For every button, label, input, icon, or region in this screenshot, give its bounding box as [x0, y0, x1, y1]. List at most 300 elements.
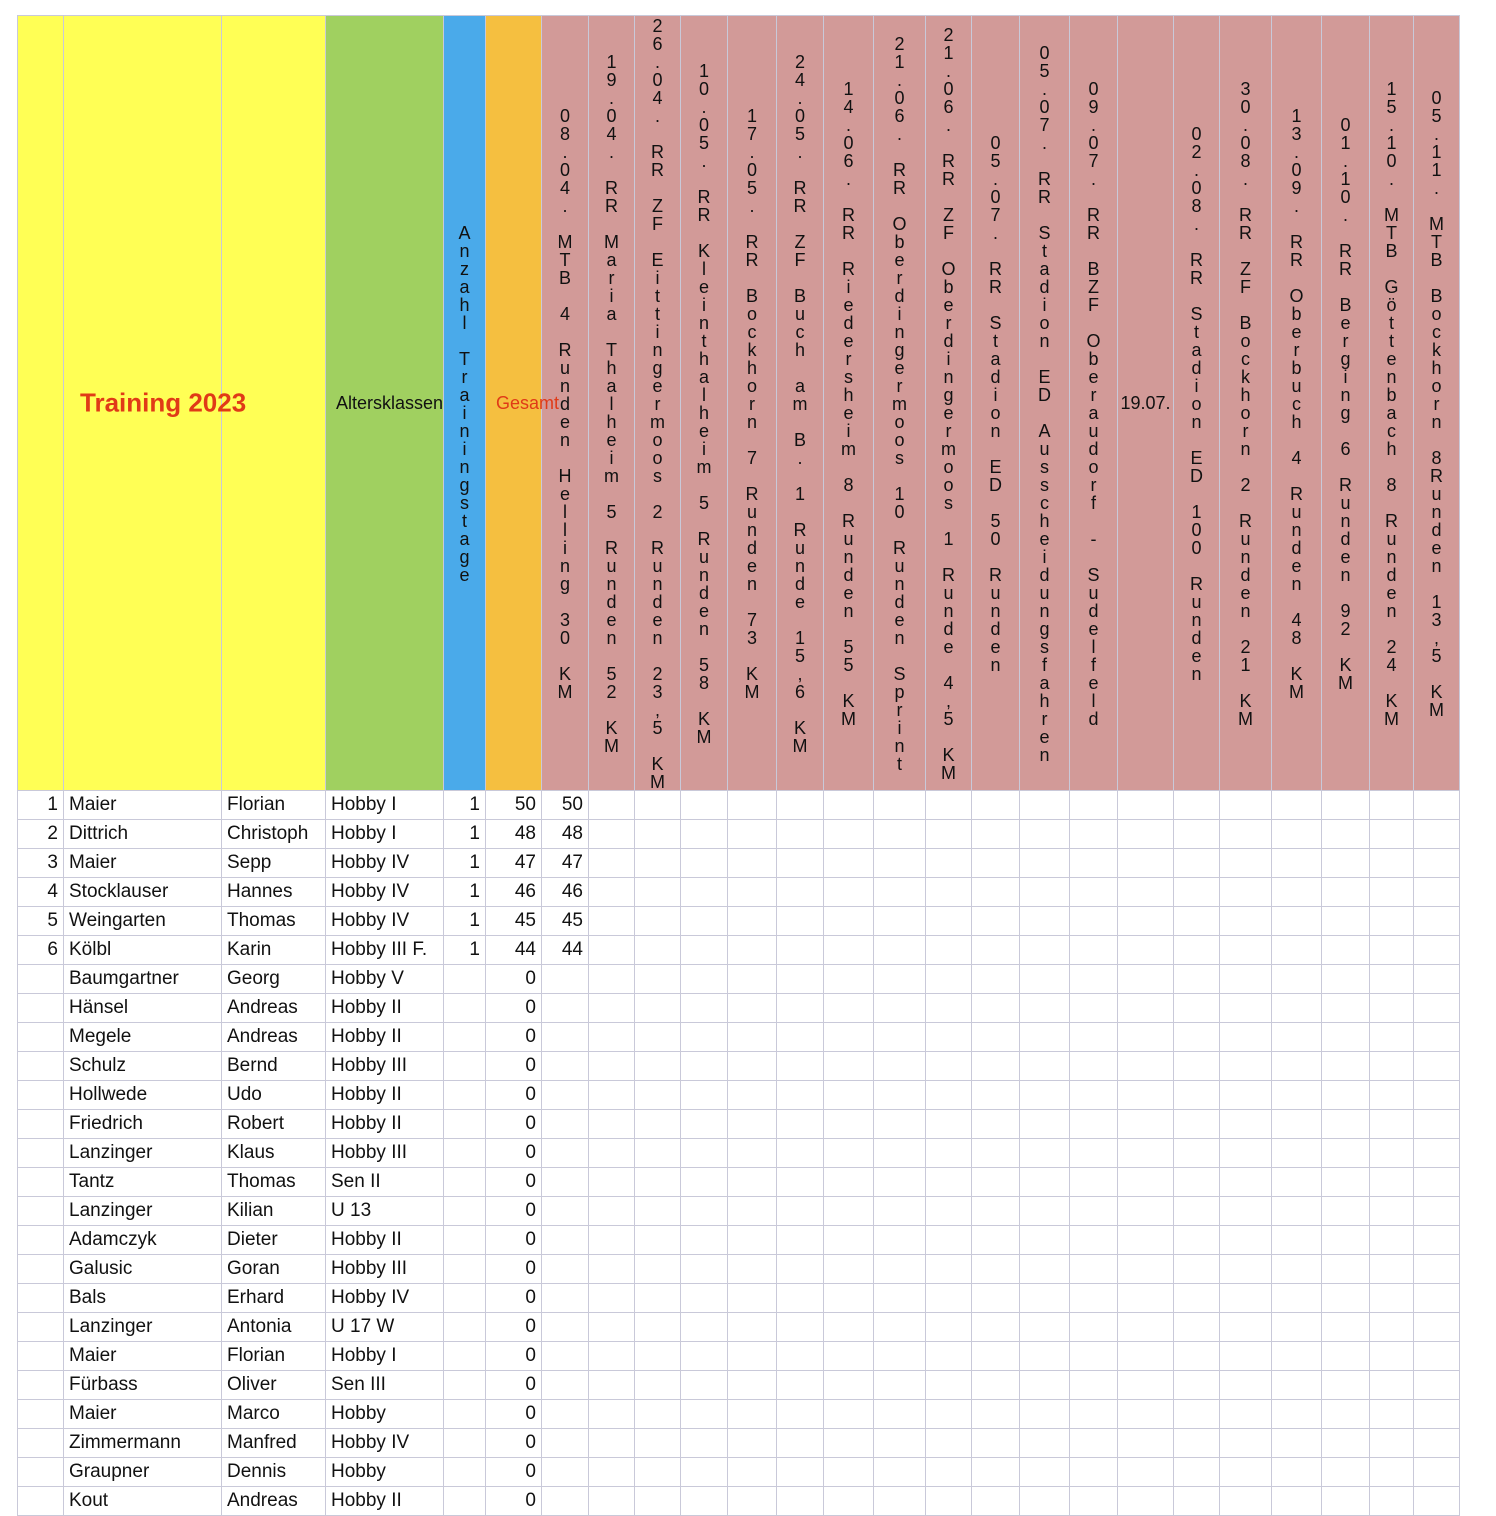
gesamt-cell[interactable]: 0	[486, 1458, 542, 1487]
empty-cell[interactable]	[1220, 1226, 1272, 1255]
first-name-cell[interactable]: Klaus	[222, 1139, 326, 1168]
empty-cell[interactable]	[635, 1197, 681, 1226]
empty-cell[interactable]	[728, 1400, 777, 1429]
empty-cell[interactable]	[635, 1458, 681, 1487]
empty-cell[interactable]	[1020, 1023, 1070, 1052]
empty-cell[interactable]	[926, 994, 972, 1023]
first-name-cell[interactable]: Andreas	[222, 1487, 326, 1516]
empty-cell[interactable]	[1118, 1052, 1174, 1081]
last-name-cell[interactable]: Lanzinger	[64, 1139, 222, 1168]
empty-cell[interactable]	[1020, 820, 1070, 849]
empty-cell[interactable]	[1370, 994, 1414, 1023]
first-name-cell[interactable]: Erhard	[222, 1284, 326, 1313]
anzahl-cell[interactable]	[444, 1313, 486, 1342]
empty-cell[interactable]	[926, 1487, 972, 1516]
empty-cell[interactable]	[728, 1197, 777, 1226]
empty-cell[interactable]	[777, 1255, 824, 1284]
empty-cell[interactable]	[635, 1313, 681, 1342]
empty-cell[interactable]	[1220, 1342, 1272, 1371]
empty-cell[interactable]	[1220, 1255, 1272, 1284]
empty-cell[interactable]	[681, 936, 728, 965]
empty-cell[interactable]	[1322, 1487, 1370, 1516]
anzahl-cell[interactable]	[444, 1255, 486, 1284]
event-value-cell[interactable]: 46	[542, 878, 589, 907]
empty-cell[interactable]	[1020, 1110, 1070, 1139]
empty-cell[interactable]	[1174, 1168, 1220, 1197]
gesamt-cell[interactable]: 0	[486, 1081, 542, 1110]
empty-cell[interactable]	[1272, 994, 1322, 1023]
empty-cell[interactable]	[824, 907, 874, 936]
empty-cell[interactable]	[1220, 791, 1272, 820]
empty-cell[interactable]	[635, 1255, 681, 1284]
gesamt-cell[interactable]: 0	[486, 1313, 542, 1342]
empty-cell[interactable]	[1118, 791, 1174, 820]
event-value-cell[interactable]	[542, 1458, 589, 1487]
gesamt-cell[interactable]: 0	[486, 1284, 542, 1313]
rank-cell[interactable]	[18, 1139, 64, 1168]
klasse-cell[interactable]: Hobby I	[326, 1342, 444, 1371]
empty-cell[interactable]	[1174, 1226, 1220, 1255]
rank-cell[interactable]	[18, 994, 64, 1023]
empty-cell[interactable]	[1070, 1342, 1118, 1371]
gesamt-cell[interactable]: 0	[486, 1197, 542, 1226]
empty-cell[interactable]	[1322, 1255, 1370, 1284]
last-name-cell[interactable]: Hollwede	[64, 1081, 222, 1110]
rank-cell[interactable]: 4	[18, 878, 64, 907]
klasse-cell[interactable]: U 13	[326, 1197, 444, 1226]
last-name-cell[interactable]: Maier	[64, 849, 222, 878]
empty-cell[interactable]	[874, 1284, 926, 1313]
event-value-cell[interactable]: 45	[542, 907, 589, 936]
empty-cell[interactable]	[1272, 965, 1322, 994]
first-name-cell[interactable]: Andreas	[222, 994, 326, 1023]
event-value-cell[interactable]	[542, 1371, 589, 1400]
rank-cell[interactable]: 3	[18, 849, 64, 878]
empty-cell[interactable]	[874, 1081, 926, 1110]
empty-cell[interactable]	[777, 1400, 824, 1429]
event-value-cell[interactable]	[542, 994, 589, 1023]
empty-cell[interactable]	[1370, 1226, 1414, 1255]
last-name-cell[interactable]: Megele	[64, 1023, 222, 1052]
empty-cell[interactable]	[824, 878, 874, 907]
empty-cell[interactable]	[1220, 1081, 1272, 1110]
empty-cell[interactable]	[1118, 1197, 1174, 1226]
empty-cell[interactable]	[681, 1197, 728, 1226]
empty-cell[interactable]	[777, 1284, 824, 1313]
empty-cell[interactable]	[681, 1429, 728, 1458]
last-name-cell[interactable]: Adamczyk	[64, 1226, 222, 1255]
empty-cell[interactable]	[1020, 1081, 1070, 1110]
empty-cell[interactable]	[1020, 1255, 1070, 1284]
empty-cell[interactable]	[1220, 1458, 1272, 1487]
rank-cell[interactable]	[18, 1400, 64, 1429]
first-name-cell[interactable]: Sepp	[222, 849, 326, 878]
empty-cell[interactable]	[1220, 994, 1272, 1023]
empty-cell[interactable]	[1322, 936, 1370, 965]
empty-cell[interactable]	[635, 1052, 681, 1081]
empty-cell[interactable]	[681, 965, 728, 994]
empty-cell[interactable]	[1020, 1226, 1070, 1255]
empty-cell[interactable]	[1370, 1313, 1414, 1342]
last-name-cell[interactable]: Bals	[64, 1284, 222, 1313]
empty-cell[interactable]	[824, 1400, 874, 1429]
empty-cell[interactable]	[1118, 1342, 1174, 1371]
empty-cell[interactable]	[926, 1458, 972, 1487]
empty-cell[interactable]	[1174, 878, 1220, 907]
rank-cell[interactable]	[18, 1371, 64, 1400]
empty-cell[interactable]	[728, 1371, 777, 1400]
empty-cell[interactable]	[1322, 1313, 1370, 1342]
empty-cell[interactable]	[1272, 1168, 1322, 1197]
event-value-cell[interactable]	[542, 1487, 589, 1516]
empty-cell[interactable]	[635, 1284, 681, 1313]
empty-cell[interactable]	[728, 1110, 777, 1139]
empty-cell[interactable]	[874, 791, 926, 820]
empty-cell[interactable]	[972, 1371, 1020, 1400]
gesamt-cell[interactable]: 46	[486, 878, 542, 907]
empty-cell[interactable]	[824, 1081, 874, 1110]
empty-cell[interactable]	[589, 994, 635, 1023]
empty-cell[interactable]	[728, 1052, 777, 1081]
empty-cell[interactable]	[824, 1023, 874, 1052]
empty-cell[interactable]	[681, 1487, 728, 1516]
empty-cell[interactable]	[926, 1110, 972, 1139]
empty-cell[interactable]	[1272, 907, 1322, 936]
anzahl-cell[interactable]	[444, 1400, 486, 1429]
empty-cell[interactable]	[972, 994, 1020, 1023]
empty-cell[interactable]	[1322, 1197, 1370, 1226]
first-name-cell[interactable]: Oliver	[222, 1371, 326, 1400]
empty-cell[interactable]	[1272, 1081, 1322, 1110]
klasse-cell[interactable]: Hobby	[326, 1458, 444, 1487]
empty-cell[interactable]	[1220, 1052, 1272, 1081]
empty-cell[interactable]	[972, 849, 1020, 878]
empty-cell[interactable]	[589, 1342, 635, 1371]
empty-cell[interactable]	[777, 1429, 824, 1458]
empty-cell[interactable]	[1020, 1458, 1070, 1487]
empty-cell[interactable]	[1322, 1226, 1370, 1255]
empty-cell[interactable]	[1414, 1226, 1460, 1255]
empty-cell[interactable]	[1370, 1168, 1414, 1197]
empty-cell[interactable]	[1070, 965, 1118, 994]
klasse-cell[interactable]: Sen III	[326, 1371, 444, 1400]
empty-cell[interactable]	[589, 1110, 635, 1139]
empty-cell[interactable]	[777, 1313, 824, 1342]
empty-cell[interactable]	[777, 1487, 824, 1516]
empty-cell[interactable]	[1174, 1110, 1220, 1139]
klasse-cell[interactable]: Hobby III	[326, 1255, 444, 1284]
first-name-cell[interactable]: Dennis	[222, 1458, 326, 1487]
empty-cell[interactable]	[777, 994, 824, 1023]
anzahl-cell[interactable]	[444, 1023, 486, 1052]
empty-cell[interactable]	[1174, 820, 1220, 849]
empty-cell[interactable]	[972, 936, 1020, 965]
gesamt-cell[interactable]: 0	[486, 1052, 542, 1081]
last-name-cell[interactable]: Graupner	[64, 1458, 222, 1487]
empty-cell[interactable]	[1118, 1400, 1174, 1429]
empty-cell[interactable]	[1220, 1197, 1272, 1226]
empty-cell[interactable]	[635, 1400, 681, 1429]
empty-cell[interactable]	[589, 791, 635, 820]
empty-cell[interactable]	[926, 1429, 972, 1458]
empty-cell[interactable]	[1370, 1342, 1414, 1371]
rank-cell[interactable]	[18, 1081, 64, 1110]
empty-cell[interactable]	[1322, 1284, 1370, 1313]
empty-cell[interactable]	[972, 1313, 1020, 1342]
empty-cell[interactable]	[926, 878, 972, 907]
empty-cell[interactable]	[1322, 791, 1370, 820]
empty-cell[interactable]	[635, 907, 681, 936]
gesamt-cell[interactable]: 0	[486, 1168, 542, 1197]
empty-cell[interactable]	[1414, 994, 1460, 1023]
empty-cell[interactable]	[777, 1168, 824, 1197]
empty-cell[interactable]	[728, 994, 777, 1023]
empty-cell[interactable]	[1414, 1255, 1460, 1284]
empty-cell[interactable]	[1370, 1284, 1414, 1313]
last-name-cell[interactable]: Tantz	[64, 1168, 222, 1197]
empty-cell[interactable]	[1414, 1313, 1460, 1342]
empty-cell[interactable]	[1272, 1429, 1322, 1458]
empty-cell[interactable]	[1220, 1313, 1272, 1342]
empty-cell[interactable]	[1070, 994, 1118, 1023]
empty-cell[interactable]	[1370, 1487, 1414, 1516]
event-value-cell[interactable]	[542, 1400, 589, 1429]
rank-cell[interactable]	[18, 1052, 64, 1081]
empty-cell[interactable]	[1414, 965, 1460, 994]
empty-cell[interactable]	[589, 936, 635, 965]
event-value-cell[interactable]	[542, 1342, 589, 1371]
empty-cell[interactable]	[926, 1139, 972, 1168]
empty-cell[interactable]	[1174, 1255, 1220, 1284]
empty-cell[interactable]	[972, 1168, 1020, 1197]
empty-cell[interactable]	[1272, 791, 1322, 820]
empty-cell[interactable]	[1174, 1371, 1220, 1400]
klasse-cell[interactable]: Hobby IV	[326, 1284, 444, 1313]
empty-cell[interactable]	[1414, 791, 1460, 820]
empty-cell[interactable]	[1020, 1429, 1070, 1458]
empty-cell[interactable]	[972, 791, 1020, 820]
empty-cell[interactable]	[728, 1226, 777, 1255]
empty-cell[interactable]	[1070, 878, 1118, 907]
empty-cell[interactable]	[874, 965, 926, 994]
empty-cell[interactable]	[1414, 878, 1460, 907]
empty-cell[interactable]	[1020, 849, 1070, 878]
empty-cell[interactable]	[635, 965, 681, 994]
empty-cell[interactable]	[1118, 1226, 1174, 1255]
empty-cell[interactable]	[1070, 1458, 1118, 1487]
empty-cell[interactable]	[1220, 1110, 1272, 1139]
empty-cell[interactable]	[1070, 1023, 1118, 1052]
empty-cell[interactable]	[728, 878, 777, 907]
empty-cell[interactable]	[1272, 1284, 1322, 1313]
first-name-cell[interactable]: Marco	[222, 1400, 326, 1429]
empty-cell[interactable]	[874, 936, 926, 965]
empty-cell[interactable]	[1174, 1487, 1220, 1516]
empty-cell[interactable]	[1118, 1313, 1174, 1342]
empty-cell[interactable]	[1322, 1110, 1370, 1139]
empty-cell[interactable]	[1070, 849, 1118, 878]
empty-cell[interactable]	[1414, 1110, 1460, 1139]
event-value-cell[interactable]: 48	[542, 820, 589, 849]
empty-cell[interactable]	[1272, 849, 1322, 878]
first-name-cell[interactable]: Bernd	[222, 1052, 326, 1081]
empty-cell[interactable]	[1220, 878, 1272, 907]
empty-cell[interactable]	[972, 1487, 1020, 1516]
empty-cell[interactable]	[926, 1371, 972, 1400]
empty-cell[interactable]	[1020, 1342, 1070, 1371]
empty-cell[interactable]	[681, 1052, 728, 1081]
empty-cell[interactable]	[1174, 849, 1220, 878]
empty-cell[interactable]	[972, 1284, 1020, 1313]
empty-cell[interactable]	[728, 1168, 777, 1197]
klasse-cell[interactable]: Hobby III	[326, 1052, 444, 1081]
empty-cell[interactable]	[1220, 907, 1272, 936]
empty-cell[interactable]	[972, 1429, 1020, 1458]
empty-cell[interactable]	[1414, 907, 1460, 936]
empty-cell[interactable]	[681, 1313, 728, 1342]
empty-cell[interactable]	[1322, 1081, 1370, 1110]
empty-cell[interactable]	[777, 791, 824, 820]
empty-cell[interactable]	[635, 1081, 681, 1110]
empty-cell[interactable]	[1370, 1458, 1414, 1487]
empty-cell[interactable]	[874, 1168, 926, 1197]
empty-cell[interactable]	[1370, 1081, 1414, 1110]
empty-cell[interactable]	[1272, 1052, 1322, 1081]
empty-cell[interactable]	[635, 1371, 681, 1400]
empty-cell[interactable]	[926, 936, 972, 965]
empty-cell[interactable]	[1118, 1284, 1174, 1313]
empty-cell[interactable]	[1174, 907, 1220, 936]
empty-cell[interactable]	[589, 1255, 635, 1284]
empty-cell[interactable]	[1272, 936, 1322, 965]
rank-cell[interactable]	[18, 1255, 64, 1284]
empty-cell[interactable]	[1174, 1081, 1220, 1110]
empty-cell[interactable]	[824, 965, 874, 994]
rank-cell[interactable]	[18, 1110, 64, 1139]
empty-cell[interactable]	[874, 1255, 926, 1284]
empty-cell[interactable]	[589, 1052, 635, 1081]
empty-cell[interactable]	[1370, 1052, 1414, 1081]
rank-cell[interactable]	[18, 1429, 64, 1458]
empty-cell[interactable]	[1322, 994, 1370, 1023]
first-name-cell[interactable]: Florian	[222, 1342, 326, 1371]
empty-cell[interactable]	[589, 849, 635, 878]
empty-cell[interactable]	[681, 791, 728, 820]
event-value-cell[interactable]	[542, 1284, 589, 1313]
rank-cell[interactable]: 2	[18, 820, 64, 849]
first-name-cell[interactable]: Manfred	[222, 1429, 326, 1458]
empty-cell[interactable]	[1272, 1371, 1322, 1400]
empty-cell[interactable]	[1118, 1429, 1174, 1458]
empty-cell[interactable]	[874, 1429, 926, 1458]
first-name-cell[interactable]: Kilian	[222, 1197, 326, 1226]
empty-cell[interactable]	[1272, 1313, 1322, 1342]
last-name-cell[interactable]: Lanzinger	[64, 1313, 222, 1342]
empty-cell[interactable]	[1118, 1139, 1174, 1168]
gesamt-cell[interactable]: 0	[486, 965, 542, 994]
empty-cell[interactable]	[926, 1255, 972, 1284]
empty-cell[interactable]	[1370, 965, 1414, 994]
gesamt-cell[interactable]: 0	[486, 1255, 542, 1284]
empty-cell[interactable]	[824, 1226, 874, 1255]
empty-cell[interactable]	[681, 1110, 728, 1139]
empty-cell[interactable]	[635, 878, 681, 907]
empty-cell[interactable]	[926, 791, 972, 820]
empty-cell[interactable]	[681, 1371, 728, 1400]
empty-cell[interactable]	[1020, 1400, 1070, 1429]
event-value-cell[interactable]	[542, 1197, 589, 1226]
event-value-cell[interactable]	[542, 1429, 589, 1458]
empty-cell[interactable]	[1272, 1255, 1322, 1284]
empty-cell[interactable]	[1272, 1139, 1322, 1168]
empty-cell[interactable]	[1322, 1342, 1370, 1371]
empty-cell[interactable]	[1370, 878, 1414, 907]
empty-cell[interactable]	[926, 965, 972, 994]
empty-cell[interactable]	[1070, 820, 1118, 849]
event-value-cell[interactable]	[542, 1052, 589, 1081]
first-name-cell[interactable]: Thomas	[222, 907, 326, 936]
gesamt-cell[interactable]: 0	[486, 1342, 542, 1371]
event-value-cell[interactable]	[542, 1139, 589, 1168]
event-value-cell[interactable]: 50	[542, 791, 589, 820]
empty-cell[interactable]	[681, 1284, 728, 1313]
empty-cell[interactable]	[728, 1458, 777, 1487]
empty-cell[interactable]	[589, 820, 635, 849]
empty-cell[interactable]	[589, 965, 635, 994]
empty-cell[interactable]	[1020, 1052, 1070, 1081]
empty-cell[interactable]	[1118, 907, 1174, 936]
empty-cell[interactable]	[728, 1429, 777, 1458]
empty-cell[interactable]	[874, 849, 926, 878]
empty-cell[interactable]	[1118, 1168, 1174, 1197]
empty-cell[interactable]	[874, 1197, 926, 1226]
anzahl-cell[interactable]	[444, 1139, 486, 1168]
empty-cell[interactable]	[1118, 994, 1174, 1023]
empty-cell[interactable]	[681, 1458, 728, 1487]
empty-cell[interactable]	[1272, 1400, 1322, 1429]
empty-cell[interactable]	[1220, 1487, 1272, 1516]
empty-cell[interactable]	[874, 1371, 926, 1400]
empty-cell[interactable]	[926, 1226, 972, 1255]
empty-cell[interactable]	[1070, 1313, 1118, 1342]
empty-cell[interactable]	[589, 1168, 635, 1197]
klasse-cell[interactable]: Hobby III	[326, 1139, 444, 1168]
empty-cell[interactable]	[1272, 1197, 1322, 1226]
empty-cell[interactable]	[635, 1023, 681, 1052]
empty-cell[interactable]	[635, 1168, 681, 1197]
empty-cell[interactable]	[1118, 820, 1174, 849]
empty-cell[interactable]	[777, 1197, 824, 1226]
empty-cell[interactable]	[1118, 1371, 1174, 1400]
empty-cell[interactable]	[681, 1168, 728, 1197]
empty-cell[interactable]	[874, 878, 926, 907]
empty-cell[interactable]	[1414, 1429, 1460, 1458]
anzahl-cell[interactable]	[444, 1052, 486, 1081]
empty-cell[interactable]	[1370, 820, 1414, 849]
empty-cell[interactable]	[635, 1110, 681, 1139]
empty-cell[interactable]	[1272, 820, 1322, 849]
rank-cell[interactable]	[18, 1458, 64, 1487]
gesamt-cell[interactable]: 0	[486, 1371, 542, 1400]
anzahl-cell[interactable]	[444, 1168, 486, 1197]
empty-cell[interactable]	[681, 1400, 728, 1429]
empty-cell[interactable]	[1070, 1052, 1118, 1081]
anzahl-cell[interactable]	[444, 1284, 486, 1313]
empty-cell[interactable]	[1272, 1023, 1322, 1052]
empty-cell[interactable]	[972, 1226, 1020, 1255]
empty-cell[interactable]	[681, 878, 728, 907]
empty-cell[interactable]	[589, 1023, 635, 1052]
